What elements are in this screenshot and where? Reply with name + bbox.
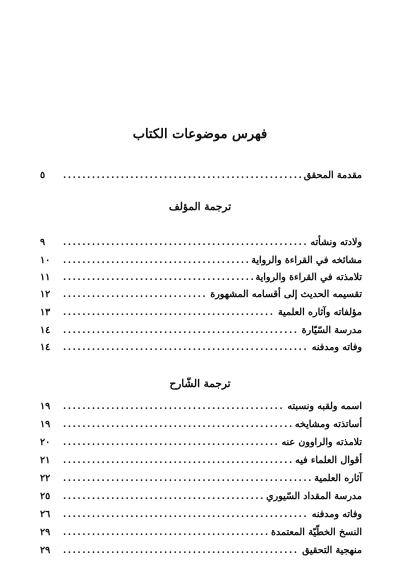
page-number: ١٤: [40, 342, 51, 353]
toc-entry: [40, 490, 362, 504]
toc-entry: [40, 324, 362, 338]
entry-label: مقدمة المحقق: [303, 170, 362, 181]
page-number: ١٤: [40, 325, 51, 336]
entry-label: مدرسة المقداد السّيوري: [266, 491, 362, 502]
page-number: ١٢: [40, 289, 51, 300]
entry-label: مدرسة السّيّارة: [301, 325, 362, 336]
leader-dots: [63, 544, 299, 558]
page-number: ٢٩: [40, 527, 51, 538]
entry-label: وفاته ومدفنه: [311, 509, 362, 520]
page-number: ١٩: [40, 419, 51, 430]
toc-entry: [40, 472, 362, 486]
toc-entry: [40, 236, 362, 250]
entry-label: ولادته ونشأته: [310, 237, 362, 248]
toc-entry: [40, 288, 362, 302]
leader-dots: [63, 324, 299, 338]
entry-label: مؤلفاته وآثاره العلمية: [278, 307, 362, 318]
toc-entry: [40, 418, 362, 432]
toc-entry-intro: [40, 169, 362, 183]
entry-label: مشائخه في القراءة والرواية: [251, 255, 362, 266]
page-number: ٢٢: [40, 473, 51, 484]
page-number: ٢٦: [40, 509, 51, 520]
leader-dots: [63, 306, 275, 320]
toc-entry: [40, 526, 362, 540]
leader-dots: [63, 508, 309, 522]
entry-label: وفاته ومدفنه: [311, 342, 362, 353]
leader-dots: [63, 436, 278, 450]
toc-entry: [40, 400, 362, 414]
page-number: ١١: [40, 272, 51, 283]
page-number: ١٠: [40, 255, 51, 266]
leader-dots: [63, 418, 292, 432]
toc-entry: [40, 508, 362, 522]
section-heading-commentator: ترجمة الشّارح: [169, 378, 231, 390]
leader-dots: [63, 454, 292, 468]
toc-entry: [40, 306, 362, 320]
leader-dots: [63, 472, 311, 486]
page-number: ٢٠: [40, 437, 51, 448]
toc-entry: [40, 544, 362, 558]
page-number: ٥: [40, 170, 46, 181]
leader-dots: [63, 169, 301, 183]
entry-label: آثاره العلمية: [314, 473, 362, 484]
entry-label: اسمه ولقبه ونسبته: [287, 401, 362, 412]
entry-label: أساتذته ومشايخه: [294, 419, 362, 430]
page-number: ٩: [40, 237, 46, 248]
leader-dots: [63, 288, 207, 302]
entry-label: تقسيمه الحديث إلى أقسامه المشهورة: [210, 289, 362, 300]
entry-label: منهجية التحقيق: [302, 545, 362, 556]
leader-dots: [63, 526, 268, 540]
entry-label: أقوال العلماء فيه: [295, 455, 362, 466]
page-number: ٢١: [40, 455, 51, 466]
toc-entry: [40, 271, 362, 285]
leader-dots: [63, 254, 248, 268]
leader-dots: [63, 490, 263, 504]
toc-entry: [40, 254, 362, 268]
leader-dots: [63, 341, 309, 355]
page-number: ١٣: [40, 307, 51, 318]
entry-label: تلامذته والراوون عنه: [281, 437, 362, 448]
page-number: ٢٥: [40, 491, 51, 502]
section-heading-author: ترجمة المؤلف: [168, 201, 232, 213]
toc-entry: [40, 454, 362, 468]
page-title: فهرس موضوعات الكتاب: [132, 127, 268, 142]
toc-entry: [40, 341, 362, 355]
entry-label: النسخ الخطّيّة المعتمدة: [271, 527, 362, 538]
leader-dots: [63, 271, 253, 285]
leader-dots: [63, 236, 307, 250]
toc-entry: [40, 436, 362, 450]
entry-label: تلامذته في القراءة والرواية: [255, 272, 362, 283]
page-number: ١٩: [40, 401, 51, 412]
page-number: ٢٩: [40, 545, 51, 556]
leader-dots: [63, 400, 284, 414]
